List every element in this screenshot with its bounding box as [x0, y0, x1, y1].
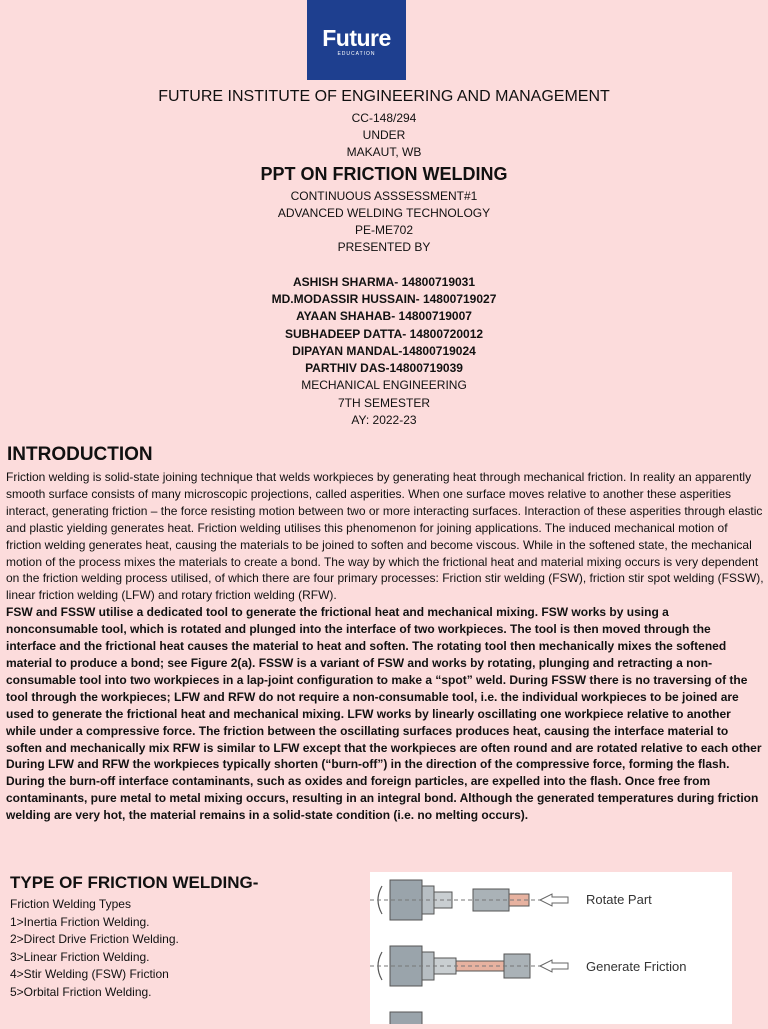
list-item: 5>Orbital Friction Welding. [10, 984, 152, 999]
under-label: UNDER [362, 128, 406, 142]
list-item: 4>Stir Welding (FSW) Friction [10, 967, 169, 981]
logo-subtext: EDUCATION [337, 51, 376, 57]
presented-by: PRESENTED BY [337, 240, 431, 254]
member: AYAAN SHAHAB- 14800719007 [296, 309, 472, 323]
types-list [10, 896, 179, 1001]
intro-body [6, 469, 764, 824]
push-arrow-icon [540, 894, 568, 906]
list-item: 2>Direct Drive Friction Welding. [10, 932, 179, 946]
department: MECHANICAL ENGINEERING [301, 378, 467, 392]
intro-heading: INTRODUCTION [7, 444, 153, 465]
member: PARTHIV DAS-14800719039 [305, 361, 463, 375]
title-slide [0, 0, 768, 432]
assessment: CONTINUOUS ASSSESSMENT#1 [290, 189, 478, 203]
types-heading: TYPE OF FRICTION WELDING- [10, 873, 259, 892]
part-shape [434, 958, 456, 974]
step-friction-label: Generate Friction [586, 959, 687, 974]
list-item: 1>Inertia Friction Welding. [10, 914, 150, 929]
subject: ADVANCED WELDING TECHNOLOGY [277, 206, 491, 220]
step-rotate-label: Rotate Part [586, 892, 652, 907]
member: DIPAYAN MANDAL-14800719024 [292, 344, 476, 358]
types-subheading: Friction Welding Types [10, 897, 131, 911]
university: MAKAUT, WB [346, 145, 422, 159]
semester: 7TH SEMESTER [337, 396, 430, 410]
logo-text: Future [322, 25, 391, 51]
subject-code: PE-ME702 [354, 223, 414, 237]
diagram-illustration [370, 872, 732, 1024]
member: SUBHADEEP DATTA- 14800720012 [284, 327, 484, 341]
member: MD.MODASSIR HUSSAIN- 14800719027 [271, 292, 497, 306]
push-arrow-icon [540, 960, 568, 972]
intro-paragraph-2: FSW and FSSW utilise a dedicated tool to generate the frictional heat and mechanical mixing. FSW works by using a nonconsumable tool, which is rotated and plunged into the interface of two workpieces. The tool is then moved through the interface and the frictional heat causes the material to heat and soften. The rotating tool then mechanically mixes the softened material to produce a bond; see Figure 2(a). FSSW is a variant of FSW and works by rotating, plunging and retracting a non-consumable tool into two workpieces in a lap-joint configuration to make a “spot” weld. During FSSW there is no traversing of the tool through the workpieces; LFW and RFW do not require a non-consumable tool, i.e. the individual workpieces to be joined are used to generate the frictional heat and mechanical mixing. LFW works by linearly oscillating one workpiece relative to another while under a compressive force. The friction between the oscillating surfaces produces heat, causing the interface material to soften and mechanically mix RFW is similar to LFW except that the workpieces are often round and are rotated relative to each other During LFW and RFW the workpieces typically shorten (“burn-off”) in the direction of the compressive force, forming the flash. During the burn-off interface contaminants, such as oxides and foreign particles, are expelled into the flash. Once free from contaminants, pure metal to metal mixing occurs, resulting in an integral bond. Although the generated temperatures during friction welding are very hot, the material remains in a solid-state condition (i.e. no melting occurs). [6, 605, 762, 823]
member: ASHISH SHARMA- 14800719031 [292, 275, 476, 289]
friction-welding-diagram [370, 872, 732, 1024]
institute-name: FUTURE INSTITUTE OF ENGINEERING AND MANAGEMENT [158, 88, 610, 105]
academic-year: AY: 2022-23 [351, 413, 417, 427]
chuck-shape [390, 1012, 422, 1024]
intro-paragraph-1: Friction welding is solid-state joining technique that welds workpieces by generating heat through mechanical friction. In reality an apparently smooth surface consists of many microscopic projections, called asperities. When one surface moves relative to another these asperities interact, generating friction – the force resisting motion between two or more interacting surfaces. Interaction of these asperities through elastic and plastic yielding generates heat. Friction welding utilises this phenomenon for joining applications. The induced mechanical motion of friction welding generates heat, causing the materials to be joined to soften and become viscous. While in the softened state, the mechanical motion of the process mixes the materials to create a bond. The way by which the frictional heat and material mixing occurs is very dependent on the friction welding process utilised, of which there are four primary processes: Friction stir welding (FSW), friction stir spot welding (FSSW), linear friction welding (LFW) and rotary friction welding (RFW). [6, 470, 764, 603]
list-item: 3>Linear Friction Welding. [10, 949, 150, 964]
presentation-title: PPT ON FRICTION WELDING [260, 164, 508, 184]
college-code: CC-148/294 [351, 111, 417, 125]
future-logo [307, 0, 406, 80]
